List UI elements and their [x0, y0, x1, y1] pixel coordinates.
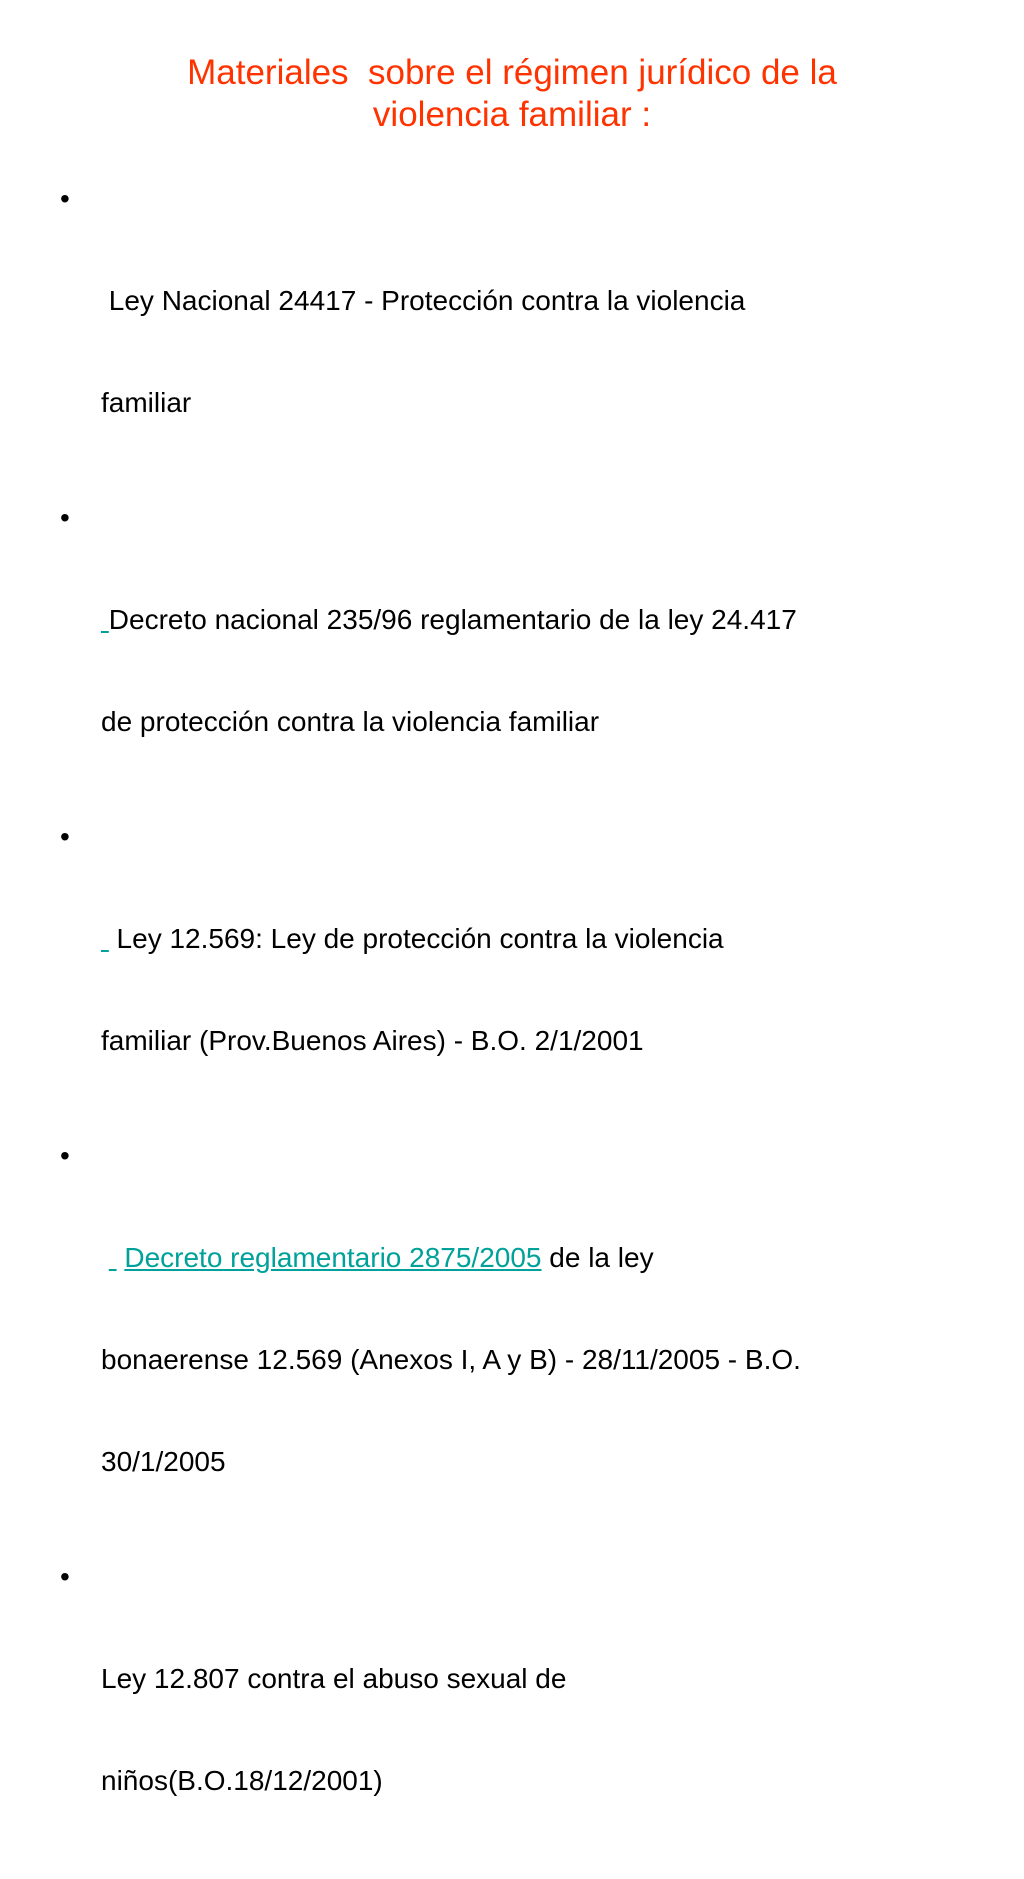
item-text: Decreto nacional 235/96 reglamentario de la ley 24.417 — [108, 604, 797, 635]
title-line-1: Materiales sobre el régimen jurídico de la — [187, 53, 837, 92]
decreto-2875-link[interactable]: Decreto reglamentario 2875/2005 — [124, 1242, 542, 1273]
slide-title — [60, 52, 964, 136]
item-text-line-2: de protección contra la violencia familiar — [101, 706, 600, 737]
item-text-line-1 — [101, 922, 980, 956]
empty-hyperlink[interactable] — [101, 604, 109, 635]
item-text-line-2: familiar — [101, 387, 192, 418]
bullet-list — [60, 182, 980, 1879]
item-text-line-1: Ley Nacional 24417 - Protección contra la violencia — [101, 285, 746, 316]
bullet-icon: • — [60, 821, 70, 852]
item-text-line-3: 30/1/2005 — [101, 1446, 226, 1477]
item-text-line-2: niños(B.O.18/12/2001) — [101, 1765, 383, 1796]
item-text-line-2: familiar (Prov.Buenos Aires) - B.O. 2/1/2001 — [101, 1025, 644, 1056]
item-text-line-1: Ley 12.807 contra el abuso sexual de — [101, 1663, 567, 1694]
item-text-line-1 — [101, 603, 980, 637]
list-item — [60, 1139, 980, 1547]
title-line-2: violencia familiar : — [372, 95, 652, 134]
empty-hyperlink[interactable] — [101, 923, 109, 954]
empty-hyperlink[interactable] — [109, 1242, 117, 1273]
list-item — [60, 1560, 980, 1866]
bullet-icon: • — [60, 1140, 70, 1171]
list-item — [60, 182, 980, 488]
item-text-line-2: bonaerense 12.569 (Anexos I, A y B) - 28/11/2005 - B.O. — [101, 1344, 801, 1375]
leading-space — [101, 1242, 109, 1273]
item-text-line-1 — [101, 1241, 980, 1275]
item-text: Ley 12.569: Ley de protección contra la violencia — [108, 923, 724, 954]
list-item — [60, 501, 980, 807]
list-item — [60, 820, 980, 1126]
bullet-icon: • — [60, 1561, 70, 1592]
item-text: de la ley — [541, 1242, 654, 1273]
bullet-icon: • — [60, 502, 70, 533]
bullet-icon: • — [60, 183, 70, 214]
